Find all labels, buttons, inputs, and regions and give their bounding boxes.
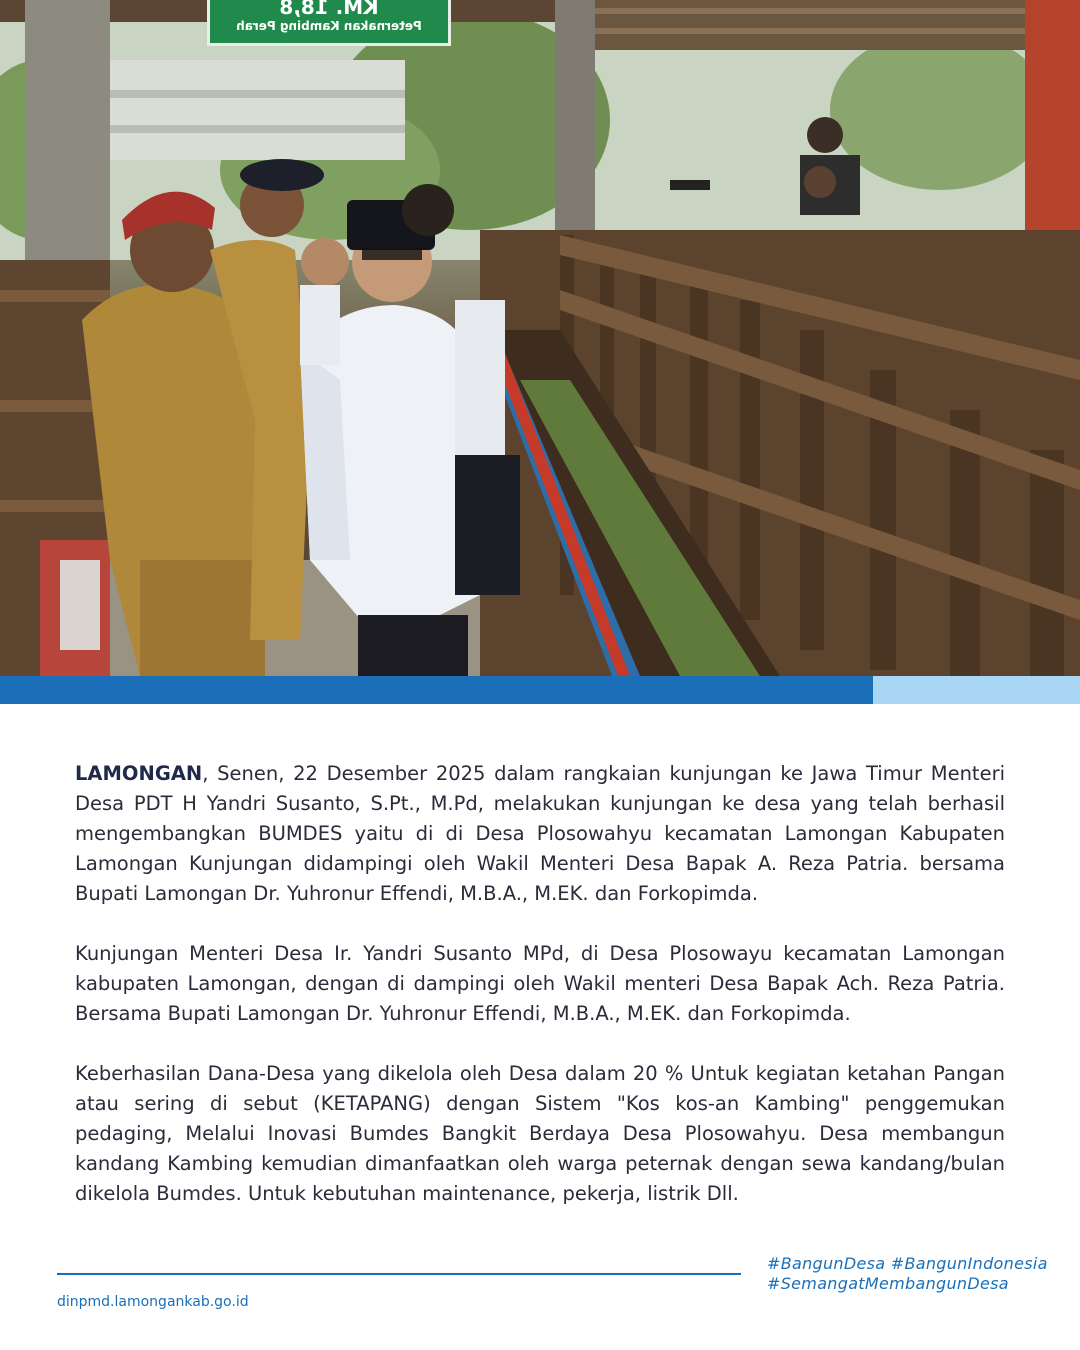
hashtags [767,1254,1047,1294]
hashtag-line-2: #SemangatMembangunDesa [767,1274,1009,1293]
accent-bar-light [873,676,1080,704]
sign-line-1: KM. 18,8 [279,0,379,19]
accent-bar-dark [0,676,873,704]
article-body [75,759,1005,1209]
website-link[interactable]: dinpmd.lamongankab.go.id [57,1294,249,1310]
paragraph-1-text: , Senen, 22 Desember 2025 dalam rangkaian kunjungan ke Jawa Timur Menteri Desa PDT H Yandri Susanto, S.Pt., M.Pd, melakukan kunjungan ke desa yang telah berhasil mengembangkan BUMDES yaitu di di Desa Plosowahyu kecamatan Lamongan Kabupaten Lamongan Kunjungan didampingi oleh Wakil Menteri Desa Bapak A. Reza Patria. bersama Bupati Lamongan Dr. Yuhronur Effendi, M.B.A., M.EK. dan Forkopimda. [75,762,1005,905]
paragraph-3: Keberhasilan Dana-Desa yang dikelola oleh Desa dalam 20 % Untuk kegiatan ketahan Pangan atau sering di sebut (KETAPANG) dengan Sistem "Kos kos-an Kambing" penggemukan pedaging, Melalui Inovasi Bumdes Bangkit Berdaya Desa Plosowahyu. Desa membangun kandang Kambing kemudian dimanfaatkan oleh warga peternak dengan sewa kandang/bulan dikelola Bumdes. Untuk kebutuhan maintenance, pekerja, listrik Dll. [75,1062,1005,1205]
hashtag-line-1: #BangunDesa #BangunIndonesia [767,1254,1048,1273]
footer-divider [57,1273,741,1275]
paragraph-1 [75,759,1005,909]
location-dateline: LAMONGAN [75,762,203,785]
sign-line-2: Peternakan Kambing Perah [236,19,422,33]
paragraph-2: Kunjungan Menteri Desa Ir. Yandri Susanto MPd, di Desa Plosowayu kecamatan Lamongan kabupaten Lamongan, dengan di dampingi oleh Wakil menteri Desa Bapak Ach. Reza Patria. Bersama Bupati Lamongan Dr. Yuhronur Effendi, M.B.A., M.EK. dan Forkopimda. [75,942,1005,1025]
farm-sign [207,0,451,46]
